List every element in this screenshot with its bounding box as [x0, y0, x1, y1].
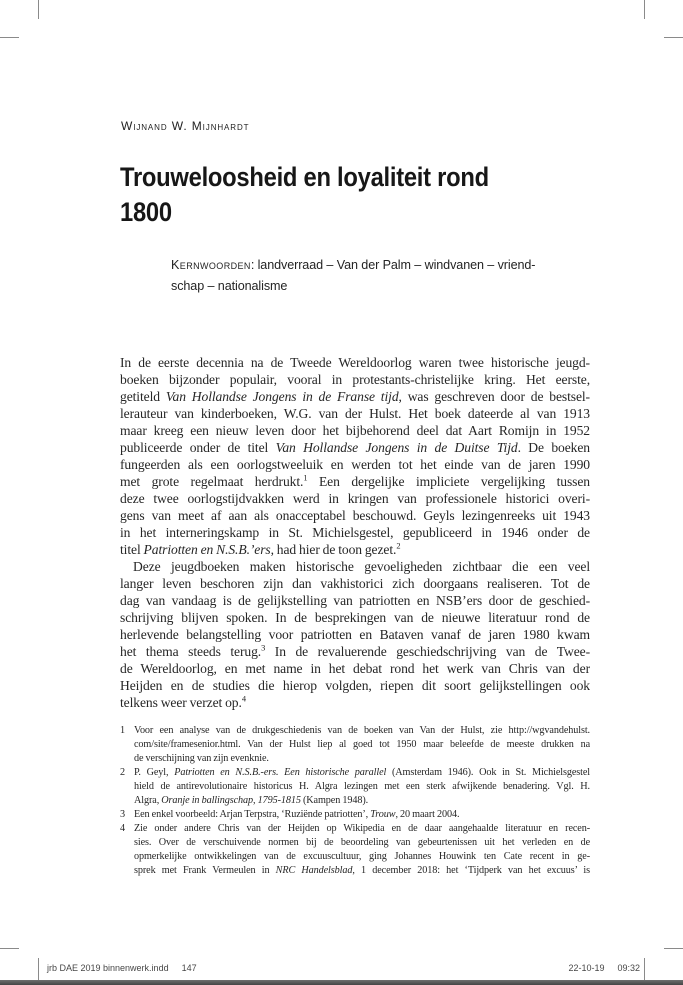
prepress-slug — [47, 963, 640, 974]
text-line: publiceerde onder de titel Van Hollandse Jongens in de Duitse Tijd. De boeken — [120, 440, 590, 455]
text-line: Een enkel voorbeeld: Arjan Terpstra, ‘Ruziënde patriotten’, Trouw, 20 maart 2004. — [134, 809, 460, 820]
text-line: P. Geyl, Patriotten en N.S.B.-ers. Een historische parallel (Amsterdam 1946). Ook in St. Michielsgestel — [134, 767, 590, 778]
text-line: de Wereldoorlog, en met name in het debat rond het werk van Chris van der — [120, 661, 590, 676]
trim-mark-icon — [664, 37, 683, 38]
text-line: gens van meet af aan als onacceptabel beschouwd. Geyls lezingenreeks uit 1943 — [120, 508, 590, 523]
trim-mark-icon — [0, 37, 19, 38]
text-line: dag van vandaag is de gelijkstelling van patriotten en NSB’ers door de geschied- — [120, 593, 590, 608]
text-line: fungeerden als een oorlogstweeluik en werden tot het einde van de jaren 1990 — [120, 457, 590, 472]
trim-mark-icon — [644, 0, 645, 19]
footnote-number: 3 — [120, 809, 125, 820]
trim-mark-icon — [0, 948, 19, 949]
text-line: de verschijning van zijn evenknie. — [134, 753, 269, 764]
title-line-2: 1800 — [120, 197, 172, 227]
text-line: Algra, Oranje in ballingschap, 1795-1815 (Kampen 1948). — [134, 795, 369, 806]
text-line: titel Patriotten en N.S.B.’ers, had hier de toon gezet.$^2$ — [120, 541, 401, 557]
slug-page-number: 147 — [181, 963, 197, 973]
footnote — [120, 822, 590, 878]
text-line: in het interneringskamp in St. Michielsgestel, gepubliceerd in 1946 onder de — [120, 525, 590, 540]
slug-left — [47, 963, 197, 974]
text-line: boeken bijzonder populair, vooral in protestants-christelijke kring. Het eerste, — [120, 372, 590, 387]
text-line: het thema steeds terug.$^3$ In de revaluerende geschiedschrijving van de Twee- — [120, 643, 590, 659]
keywords-block — [171, 255, 631, 296]
text-line: schap – nationalisme — [171, 278, 288, 293]
paragraph — [120, 354, 590, 558]
text-line: In de eerste decennia na de Tweede Wereldoorlog waren twee historische jeugd- — [120, 355, 590, 370]
text-line: maar kreeg een nieuw leven door het bijbehorend deel dat Aart Romijn in 1952 — [120, 423, 590, 438]
text-line: opmerkelijke ontwikkelingen van de excuuscultuur, ging Johannes Houwink ten Cate recent in ge- — [134, 851, 590, 862]
text-line: schrijving blijven spoken. In de besprekingen van de nieuwe literatuur rond de — [120, 610, 590, 625]
text-line: deze twee oorlogstijdvakken werd in kringen van professionele historici overi- — [120, 491, 590, 506]
title-line-1: Trouweloosheid en loyaliteit rond — [120, 162, 489, 192]
trim-mark-icon — [38, 0, 39, 19]
footnote — [120, 766, 590, 808]
body-text — [120, 354, 590, 711]
footnote — [120, 724, 590, 766]
text-line: sies. Over de verschuivende normen bij de beoordeling van gebeurtenissen uit het verleden en de — [134, 837, 590, 848]
author-name: Wijnand W. Mijnhardt — [121, 119, 250, 133]
scan-edge-bar — [0, 980, 683, 985]
article-title — [120, 160, 613, 230]
slug-time: 09:32 — [617, 963, 640, 973]
text-line: Heijden en de studies die hierop volgden, riepen dit soort gelijkstellingen ook — [120, 678, 590, 693]
footnotes-block — [120, 724, 590, 878]
slug-date: 22-10-19 — [568, 963, 605, 973]
slug-filename: jrb DAE 2019 binnenwerk.indd — [47, 963, 169, 973]
footnote — [120, 808, 590, 822]
text-line: Zie onder andere Chris van der Heijden op Wikipedia en de daar aangehaalde literatuur en recen- — [134, 823, 590, 834]
text-line: telkens weer verzet op.$^4$ — [120, 694, 246, 710]
text-line: met grote regelmaat herdrukt.$^1$ Een dergelijke impliciete vergelijking tussen — [120, 473, 590, 489]
paragraph — [120, 558, 590, 711]
slug-right — [568, 963, 640, 974]
text-line: sprek met Frank Vermeulen in NRC Handelsblad, 1 december 2018: het ‘Tijdperk van het excuus’ is — [134, 865, 590, 876]
trim-mark-icon — [644, 958, 645, 982]
text-line: hield de antirevolutionaire historicus H. Algra lezingen met een sterk afwijkende benadering. Vgl. H. — [134, 781, 590, 792]
trim-mark-icon — [38, 958, 39, 982]
text-line: com/site/framesenior.html. Van der Hulst liep al goed tot 1950 maar beleefde de meeste drukken na — [134, 739, 590, 750]
footnote-number: 4 — [120, 823, 125, 834]
text-line: langer leven beschoren zijn dan vakhistorici zich doorgaans realiseren. Tot de — [120, 576, 590, 591]
text-line: Kernwoorden: landverraad – Van der Palm – windvanen – vriend- — [171, 258, 536, 272]
text-line: getiteld Van Hollandse Jongens in de Franse tijd, was geschreven door de bestsel- — [120, 389, 590, 404]
footnote-number: 1 — [120, 725, 125, 736]
text-line: herlevende belangstelling voor patriotten en Bataven vanaf de jaren 1980 kwam — [120, 627, 590, 642]
text-line: lerauteur van kinderboeken, W.G. van der Hulst. Het boek dateerde al van 1913 — [120, 406, 590, 421]
footnote-number: 2 — [120, 767, 125, 778]
trim-mark-icon — [664, 948, 683, 949]
text-line: Deze jeugdboeken maken historische gevoeligheden zichtbaar die een veel — [133, 559, 590, 574]
text-line: Voor een analyse van de drukgeschiedenis van de boeken van Van der Hulst, zie http://wgvandehulst. — [134, 725, 590, 736]
